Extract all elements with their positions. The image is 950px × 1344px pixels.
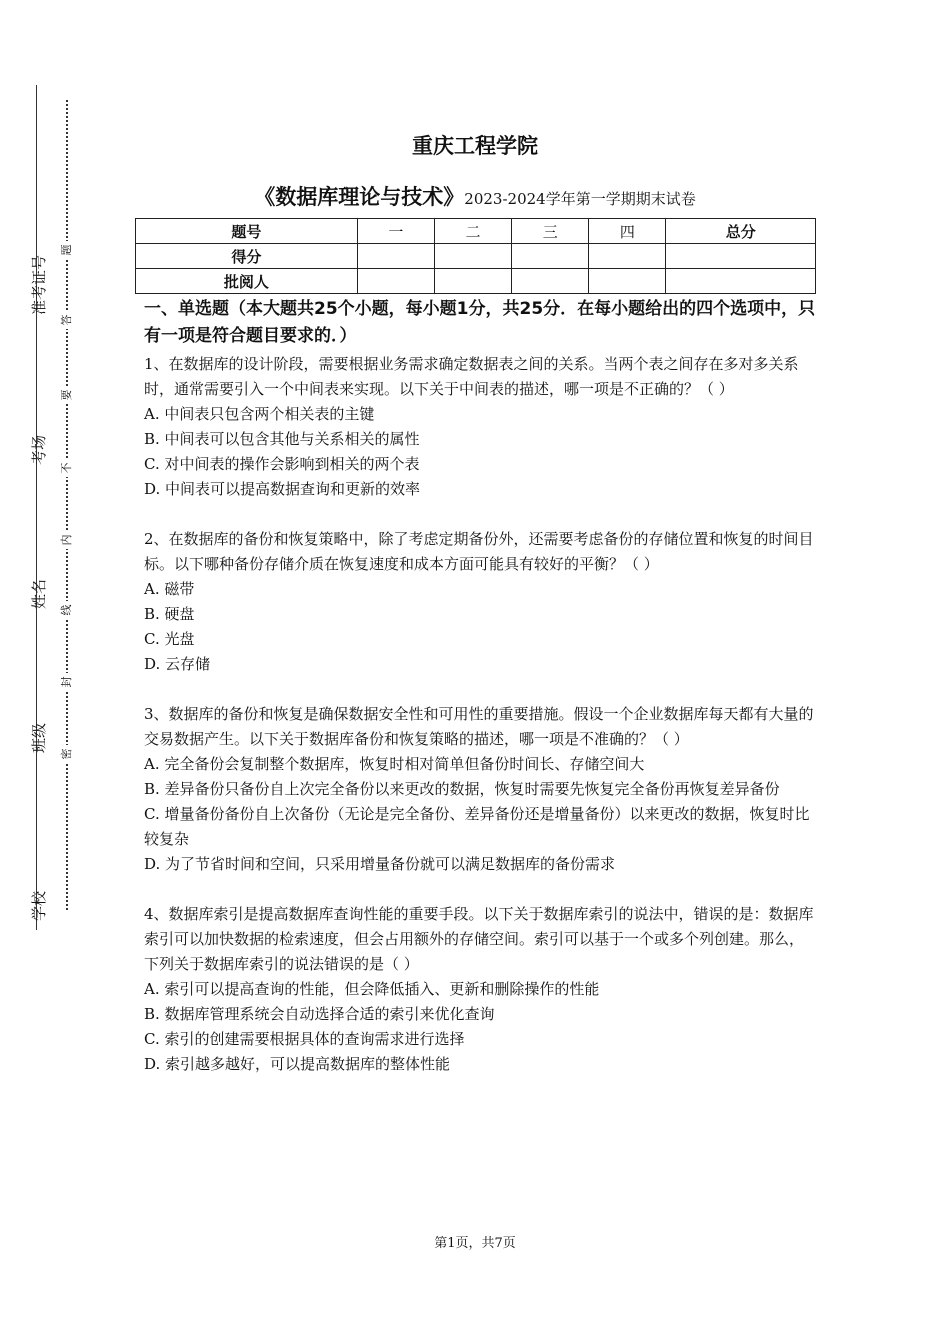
row-header: 得分 <box>136 244 358 269</box>
question-stem: 3、数据库的备份和恢复是确保数据安全性和可用性的重要措施。假设一个企业数据库每天都有大量的交易数据产生。以下关于数据库备份和恢复策略的描述，哪一项是不准确的？（ ） <box>144 705 814 748</box>
option-d: D. 中间表可以提高数据查询和更新的效率 <box>144 480 421 498</box>
row-header: 批阅人 <box>136 269 358 294</box>
option-a: A. 索引可以提高查询的性能，但会降低插入、更新和删除操作的性能 <box>144 980 600 998</box>
option-b: B. 数据库管理系统会自动选择合适的索引来优化查询 <box>144 1005 495 1023</box>
option-c: C. 增量备份备份自上次备份（无论是完全备份、差异备份还是增量备份）以来更改的数据，恢复时比较复杂 <box>144 805 810 848</box>
section-title: 一、单选题（本大题共25个小题，每小题1分，共25分．在每小题给出的四个选项中，只有一项是符合题目要求的．） <box>144 299 816 346</box>
question <box>144 527 816 677</box>
option-d: D. 云存储 <box>144 655 211 673</box>
score-table-header-row <box>136 219 816 244</box>
column-header: 一 <box>357 219 434 244</box>
question <box>144 352 816 502</box>
exam-term: 2023-2024学年第一学期期末试卷 <box>464 190 696 208</box>
score-table <box>135 218 816 294</box>
name-label: 姓名 <box>29 579 48 610</box>
option-b: B. 硬盘 <box>144 605 195 623</box>
seal-char: 不 <box>57 459 75 477</box>
option-c: C. 对中间表的操作会影响到相关的两个表 <box>144 455 420 473</box>
school-name: 重庆工程学院 <box>412 134 538 158</box>
score-cell <box>512 244 589 269</box>
exam-title <box>0 181 950 211</box>
school-label: 学校 <box>29 891 48 922</box>
course-title: 《数据库理论与技术》 <box>254 185 465 209</box>
grader-cell <box>589 269 666 294</box>
question <box>144 702 816 877</box>
question-stem: 1、在数据库的设计阶段，需要根据业务需求确定数据表之间的关系。当两个表之间存在多对多关系时，通常需要引入一个中间表来实现。以下关于中间表的描述，哪一项是不正确的？（ ） <box>144 355 799 398</box>
option-a: A. 中间表只包含两个相关表的主键 <box>144 405 375 423</box>
score-row <box>136 244 816 269</box>
option-b: B. 中间表可以包含其他与关系相关的属性 <box>144 430 420 448</box>
option-c: C. 光盘 <box>144 630 195 648</box>
question <box>144 902 816 1077</box>
grader-cell <box>434 269 511 294</box>
question-stem: 4、数据库索引是提高数据库查询性能的重要手段。以下关于数据库索引的说法中，错误的是：数据库索引可以加快数据的检索速度，但会占用额外的存储空间。索引可以基于一个或多个列创建。那么，下列关于数据库索引的说法错误的是（ ） <box>144 905 814 973</box>
option-b: B. 差异备份只备份自上次完全备份以来更改的数据，恢复时需要先恢复完全备份再恢复差异备份 <box>144 780 780 798</box>
score-cell <box>589 244 666 269</box>
grader-cell <box>512 269 589 294</box>
column-header: 二 <box>434 219 511 244</box>
grader-cell <box>357 269 434 294</box>
score-cell <box>434 244 511 269</box>
seal-char: 答 <box>57 311 75 329</box>
seal-char: 题 <box>57 241 75 259</box>
grader-cell <box>666 269 816 294</box>
grader-row <box>136 269 816 294</box>
option-d: D. 索引越多越好，可以提高数据库的整体性能 <box>144 1055 451 1073</box>
page-number: 第1页，共7页 <box>434 1236 516 1251</box>
seal-char: 密 <box>57 745 75 763</box>
question-stem: 2、在数据库的备份和恢复策略中，除了考虑定期备份外，还需要考虑备份的存储位置和恢复的时间目标。以下哪种备份存储介质在恢复速度和成本方面可能具有较好的平衡？（ ） <box>144 530 814 573</box>
exam-id-label: 准考证号 <box>29 254 48 315</box>
binding-line <box>36 85 37 930</box>
option-c: C. 索引的创建需要根据具体的查询需求进行选择 <box>144 1030 465 1048</box>
seal-char: 线 <box>57 601 75 619</box>
score-cell <box>666 244 816 269</box>
option-a: A. 磁带 <box>144 580 195 598</box>
seal-dotted-line <box>66 100 68 910</box>
column-header: 四 <box>589 219 666 244</box>
exam-content <box>144 296 816 1102</box>
column-header: 三 <box>512 219 589 244</box>
exam-room-label: 考场 <box>29 435 48 466</box>
seal-char: 要 <box>57 386 75 404</box>
class-label: 班级 <box>29 723 48 754</box>
option-d: D. 为了节省时间和空间，只采用增量备份就可以满足数据库的备份需求 <box>144 855 616 873</box>
option-a: A. 完全备份会复制整个数据库，恢复时相对简单但备份时间长、存储空间大 <box>144 755 645 773</box>
column-header: 总分 <box>666 219 816 244</box>
column-header: 题号 <box>136 219 358 244</box>
seal-char: 内 <box>57 531 75 549</box>
score-cell <box>357 244 434 269</box>
seal-char: 封 <box>57 673 75 691</box>
